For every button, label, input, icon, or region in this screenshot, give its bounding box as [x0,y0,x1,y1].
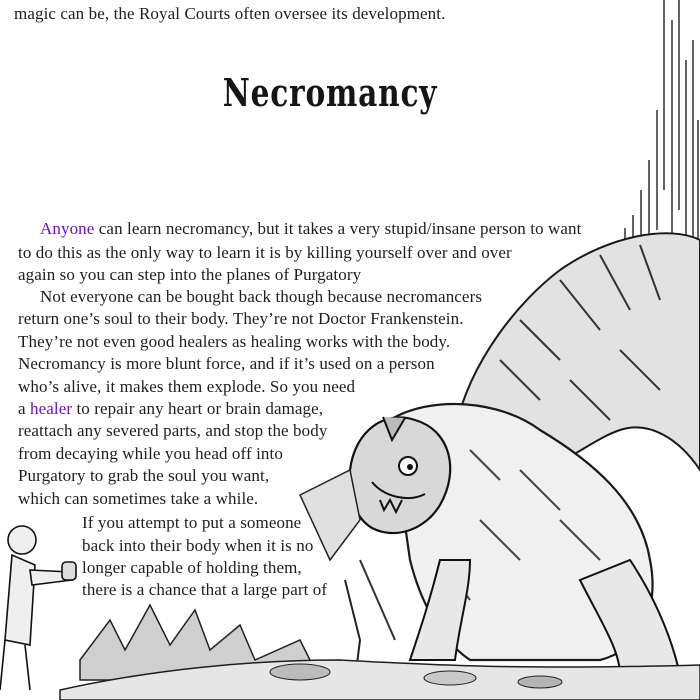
paragraph1-line2: to do this as the only way to learn it is by killing yourself over and over [18,243,512,262]
paragraph2-line9: Purgatory to grab the soul you want, [18,466,270,485]
paragraph3-line1: If you attempt to put a someone [82,513,302,532]
paragraph2-line8: from decaying while you head off into [18,444,283,463]
paragraph2-line3: They’re not even good healers as healing works with the body. [18,332,451,351]
paragraph1-line1-text: can learn necromancy, but it takes a very stupid/insane person to want [94,219,582,238]
small-figure [0,526,76,690]
anyone-link[interactable]: Anyone [40,219,95,238]
paragraph2-line10: which can sometimes take a while. [18,489,259,508]
paragraph3-line3: longer capable of holding them, [82,558,302,577]
paragraph2-line6 [18,398,323,420]
paragraph2-line1: Not everyone can be bought back though because necromancers [40,287,483,306]
paragraph2-line6-prefix: a [18,399,30,418]
paragraph2-line7: reattach any severed parts, and stop the body [18,421,328,440]
paragraph2-line6-text: to repair any heart or brain damage, [72,399,324,418]
paragraph2-line4: Necromancy is more blunt force, and if it’s used on a person [18,354,435,373]
top-text: magic can be, the Royal Courts often oversee its development. [14,4,446,23]
paragraph1-line1 [40,218,581,240]
paragraph3-line4: there is a chance that a large part of [82,580,328,599]
paragraph2-line2: return one’s soul to their body. They’re not Doctor Frankenstein. [18,309,464,328]
page-heading: Necromancy [222,70,438,115]
paragraph3-line2: back into their body when it is no [82,536,314,555]
paragraph1-line3: again so you can step into the planes of Purgatory [18,265,362,284]
paragraph2-line5: who’s alive, it makes them explode. So you need [18,377,356,396]
healer-link[interactable]: healer [30,399,73,418]
